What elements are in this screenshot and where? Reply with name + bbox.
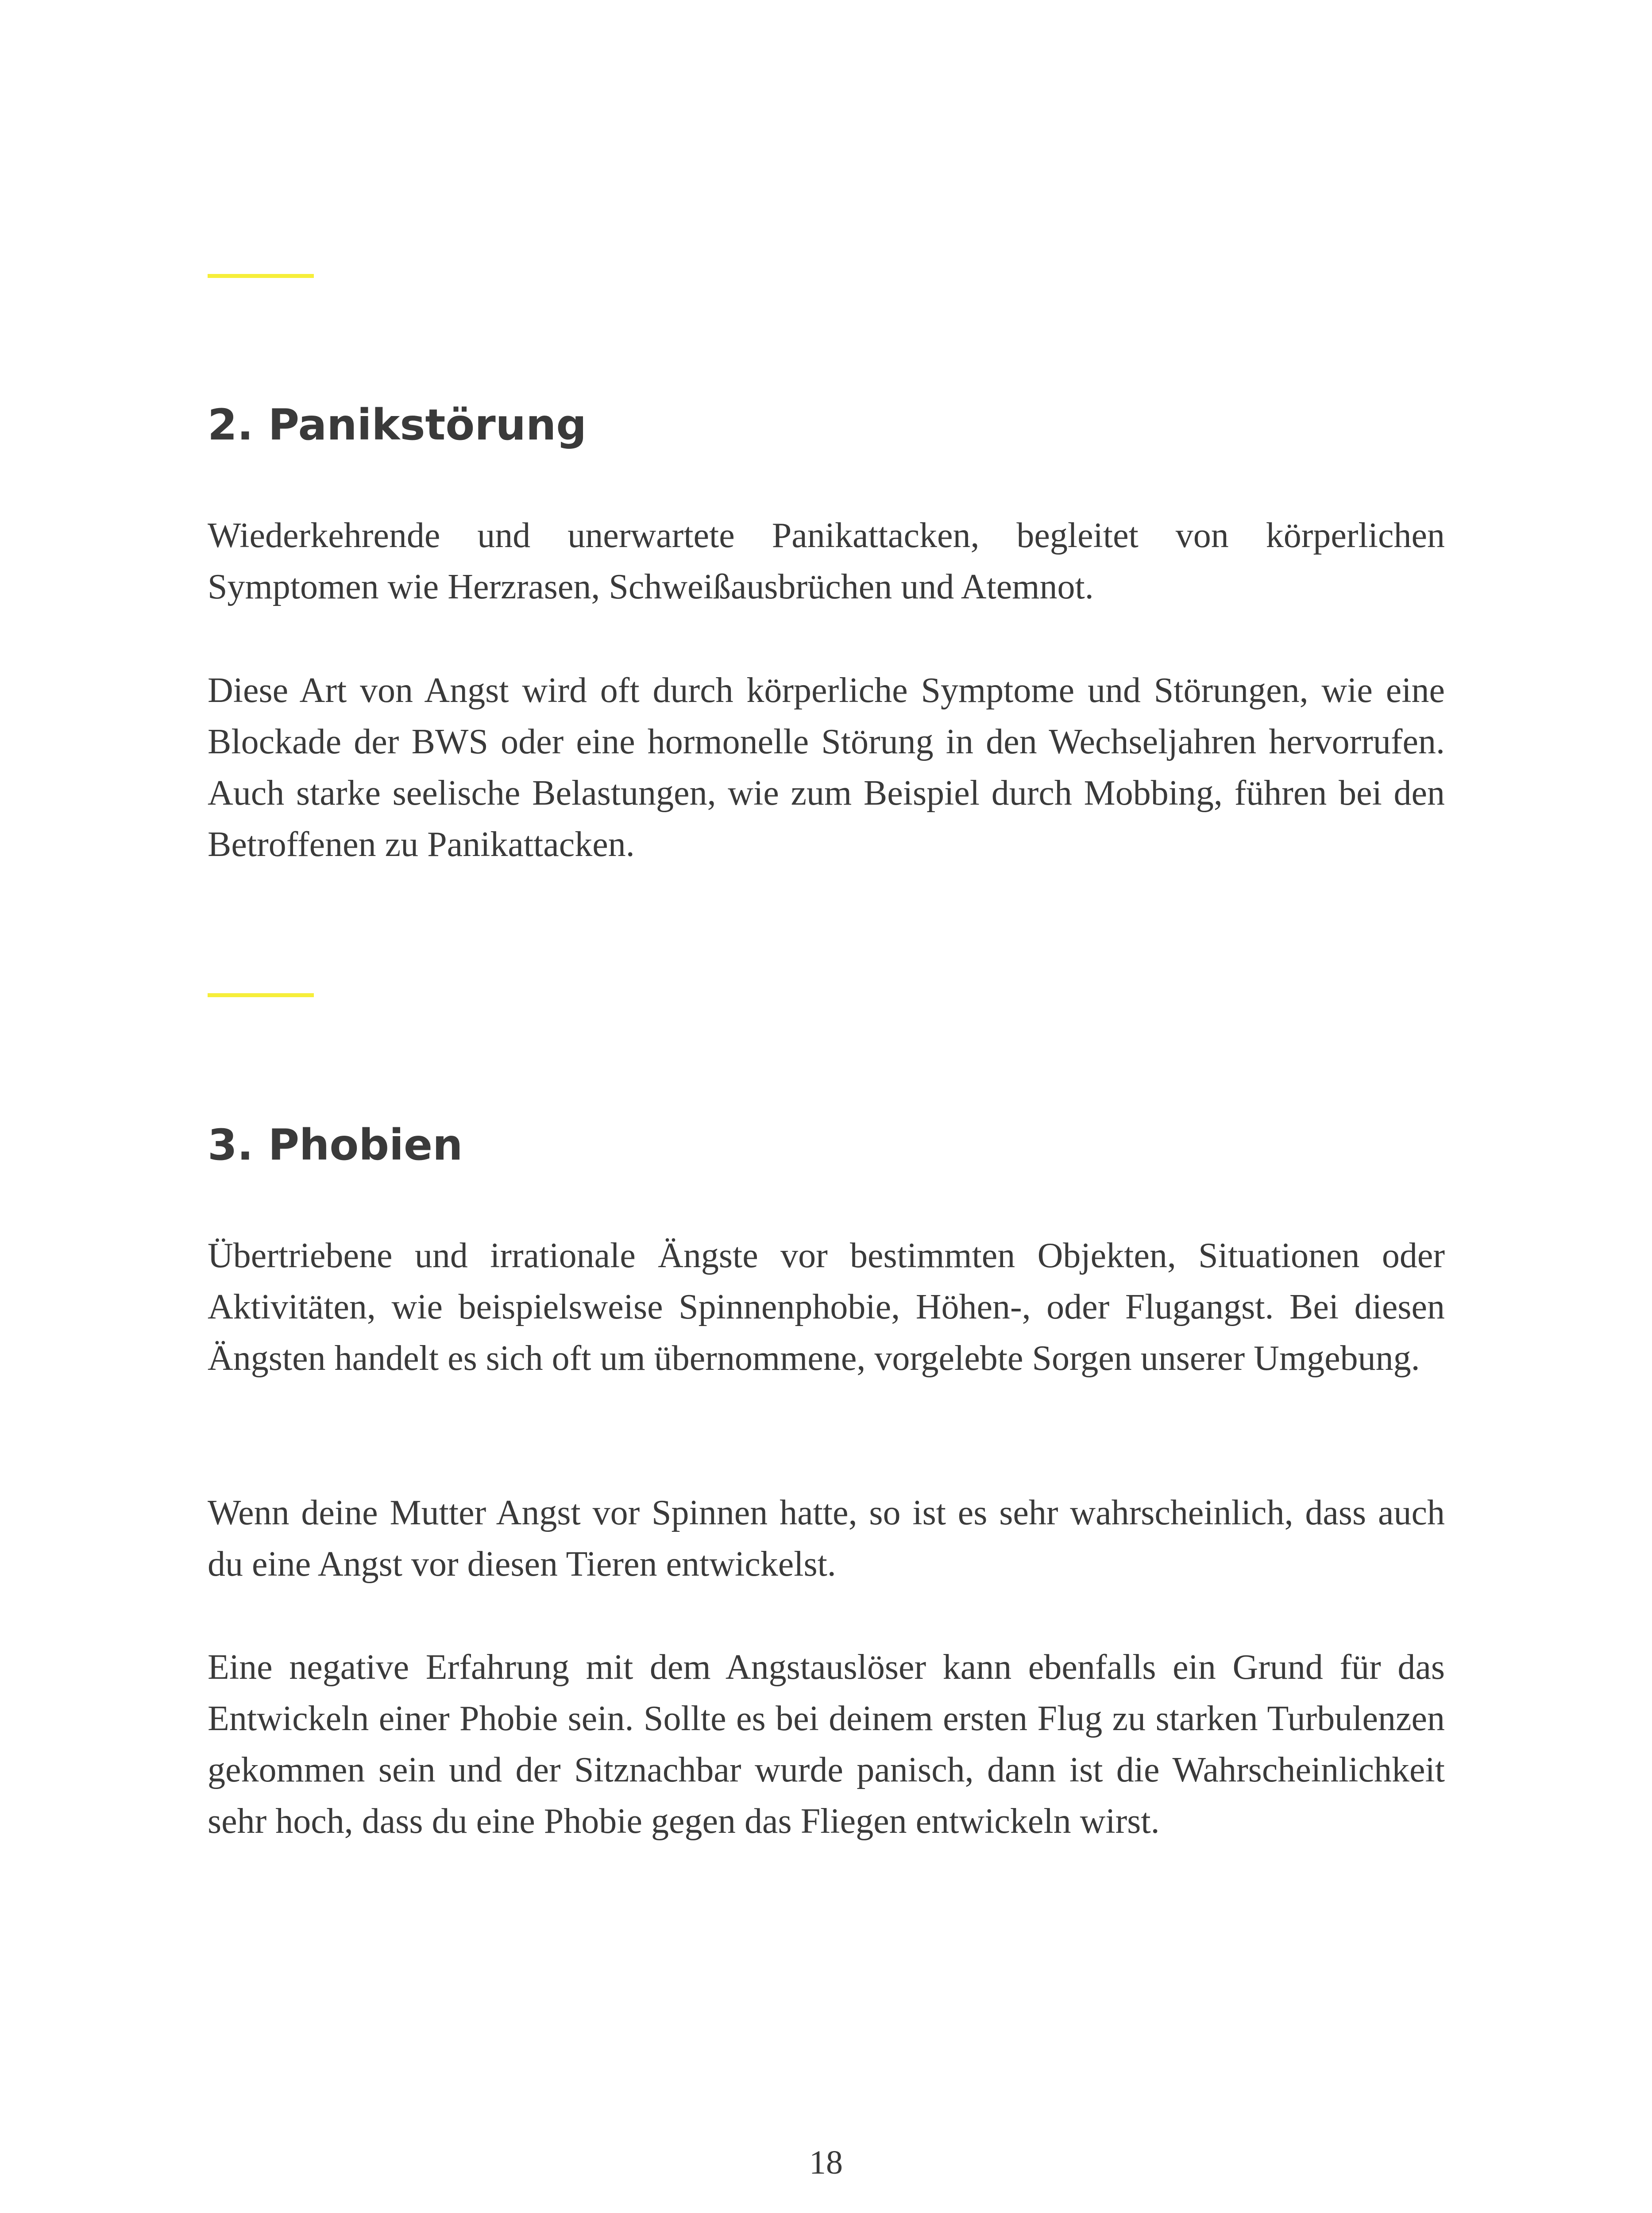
paragraph: Diese Art von Angst wird oft durch körperliche Symptome und Störungen, wie eine Blockade der BWS oder eine hormonelle Störung in den Wechseljahren hervorrufen. Auch starke seelische Belastungen, wie zum Beispiel durch Mobbing, führen bei den Betroffenen zu Panikattacken. (208, 671, 1445, 864)
paragraph: Übertriebene und irrationale Ängste vor bestimmten Objekten, Situationen oder Aktivitäten, wie beispielsweise Spinnenphobie, Höhen-, oder Flugangst. Bei diesen Ängsten handelt es sich oft um übernommene, vorgelebte Sorgen unserer Umgebung. (208, 1236, 1445, 1378)
section-heading-phobien: 3. Phobien (208, 1120, 463, 1170)
paragraph: Wiederkehrende und unerwartete Panikattacken, begleitet von körperlichen Symptomen wie Herzrasen, Schweißausbrüchen und Atemnot. (208, 516, 1445, 606)
paragraph: Eine negative Erfahrung mit dem Angstauslöser kann ebenfalls ein Grund für das Entwickeln einer Phobie sein. Sollte es bei deinem ersten Flug zu starken Turbulenzen gekommen sein und der Sitznachbar wurde panisch, dann ist die Wahrscheinlichkeit sehr hoch, dass du eine Phobie gegen das Fliegen entwickeln wirst. (208, 1648, 1445, 1841)
section-divider-accent (208, 274, 314, 278)
page-number: 18 (809, 2144, 843, 2181)
paragraph: Wenn deine Mutter Angst vor Spinnen hatte, so ist es sehr wahrscheinlich, dass auch du eine Angst vor diesen Tieren entwickelst. (208, 1493, 1445, 1584)
section-heading-panikstoerung: 2. Panikstörung (208, 400, 587, 450)
section-divider-accent (208, 993, 314, 997)
